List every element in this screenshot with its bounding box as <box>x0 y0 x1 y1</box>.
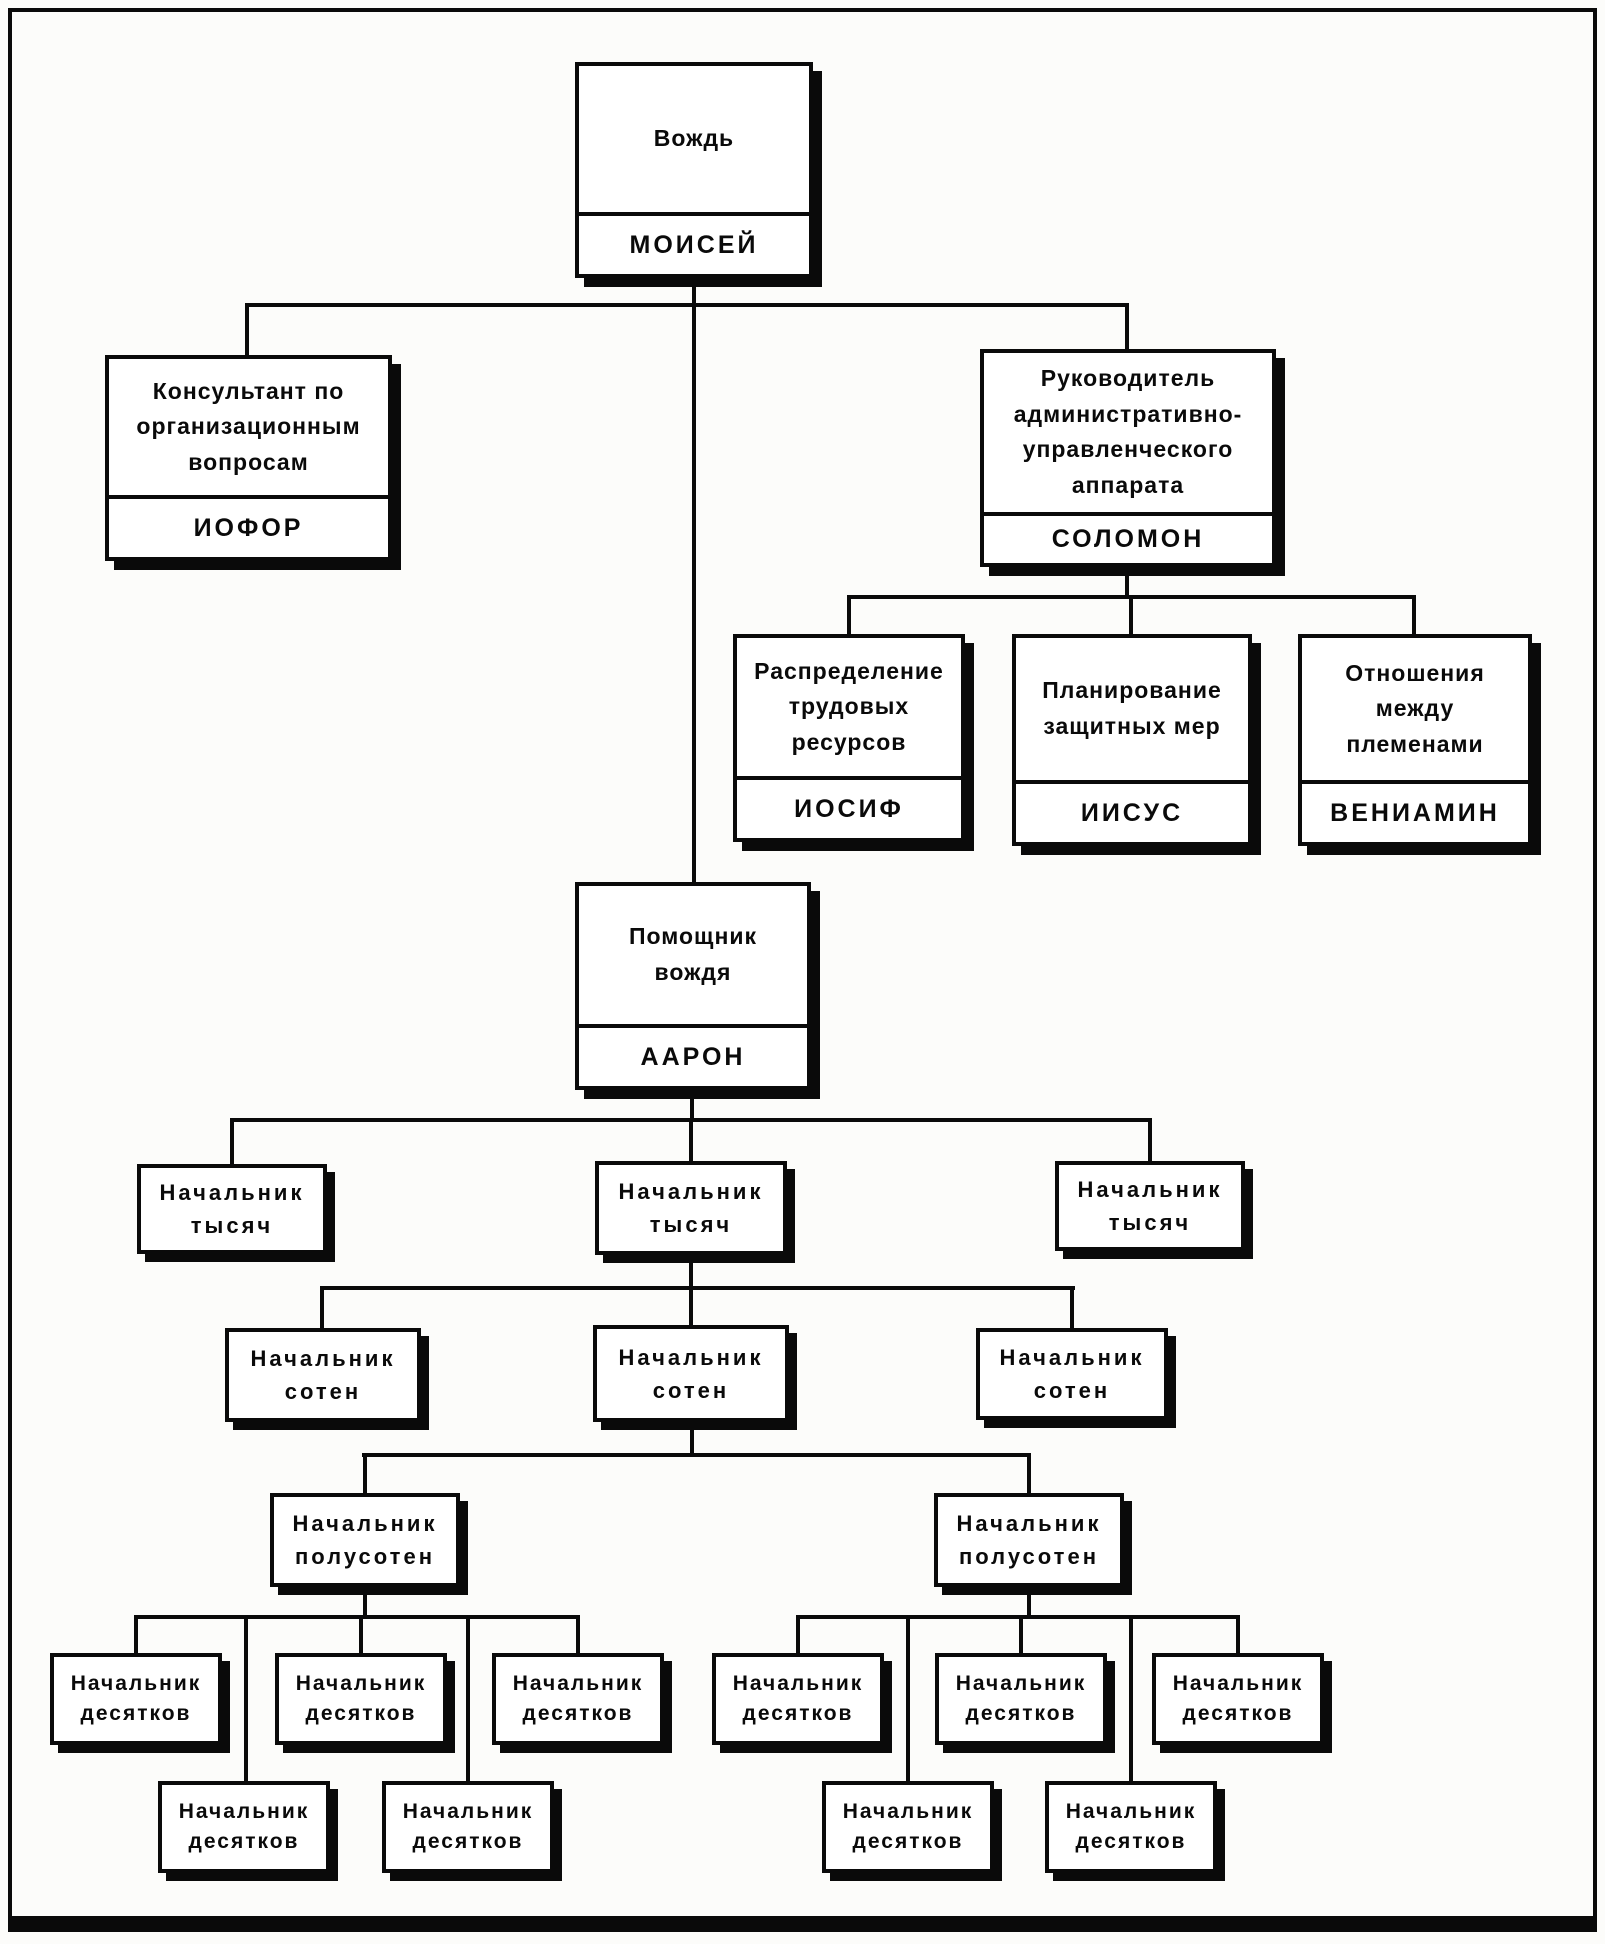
org-node-deputy-chief <box>575 882 811 1090</box>
connector <box>1148 1118 1152 1163</box>
connector <box>363 1453 367 1493</box>
org-node-chief-of-tens-7: Начальник десятков <box>935 1653 1107 1745</box>
connector <box>689 1118 693 1163</box>
org-node-chief-of-thousands-2: Начальник тысяч <box>595 1161 787 1255</box>
name-label: МОИСЕЙ <box>579 212 809 274</box>
role-label: Распределение трудовых ресурсов <box>754 657 944 755</box>
org-node-labor-resources <box>733 634 965 842</box>
role-label: Отношения между племенами <box>1345 659 1485 757</box>
role-label: Руководитель административно-управленческого аппарата <box>1013 365 1243 498</box>
org-node-chief-of-tens-2: Начальник десятков <box>275 1653 447 1745</box>
name-label: ВЕНИАМИН <box>1302 780 1528 842</box>
org-node-defense-planning <box>1012 634 1252 846</box>
connector <box>1027 1453 1031 1493</box>
connector <box>689 1286 693 1325</box>
connector <box>692 278 696 882</box>
connector <box>1236 1615 1240 1653</box>
connector <box>320 1286 324 1328</box>
connector <box>1129 595 1133 636</box>
org-node-chief-of-hundreds-1: Начальник сотен <box>225 1328 421 1422</box>
org-node-chief-of-tens-6: Начальник десятков <box>712 1653 884 1745</box>
connector <box>244 1615 248 1781</box>
org-node-consultant <box>105 355 392 561</box>
org-node-admin-head <box>980 349 1276 567</box>
role-label: Консультант по организационным вопросам <box>136 377 361 475</box>
role-label: Помощник вождя <box>629 923 757 985</box>
connector <box>847 595 851 636</box>
org-node-chief-of-tens-1: Начальник десятков <box>50 1653 222 1745</box>
name-label: ААРОН <box>579 1024 807 1086</box>
connector <box>1412 595 1416 636</box>
connector <box>1129 1615 1133 1781</box>
connector <box>690 1088 694 1122</box>
connector <box>134 1615 138 1653</box>
org-node-chief-of-tens-9: Начальник десятков <box>822 1781 994 1873</box>
org-node-chief-of-tens-3: Начальник десятков <box>492 1653 664 1745</box>
connector <box>362 1453 1031 1457</box>
name-label: ИИСУС <box>1016 780 1248 842</box>
name-label: ИОСИФ <box>737 776 961 838</box>
connector <box>466 1615 470 1781</box>
connector <box>1125 303 1129 351</box>
org-node-chief-of-tens-10: Начальник десятков <box>1045 1781 1217 1873</box>
connector <box>1070 1286 1074 1328</box>
connector <box>690 1418 694 1457</box>
org-node-chief-of-thousands-1: Начальник тысяч <box>137 1164 327 1254</box>
role-label: Вождь <box>653 125 735 152</box>
connector <box>796 1615 1240 1619</box>
connector <box>134 1615 580 1619</box>
org-node-chief-of-fifties-1: Начальник полусотен <box>270 1493 460 1587</box>
org-node-chief-of-tens-5: Начальник десятков <box>382 1781 554 1873</box>
connector <box>1019 1615 1023 1653</box>
org-node-chief-of-thousands-3: Начальник тысяч <box>1055 1161 1245 1251</box>
name-label: ИОФОР <box>109 495 388 557</box>
role-label: Планирование защитных мер <box>1042 677 1222 739</box>
connector <box>1125 565 1129 599</box>
org-node-chief-of-hundreds-3: Начальник сотен <box>976 1328 1168 1420</box>
org-node-chief-of-hundreds-2: Начальник сотен <box>593 1325 789 1422</box>
connector <box>245 303 1129 307</box>
name-label: СОЛОМОН <box>984 512 1272 563</box>
connector <box>245 303 249 357</box>
connector <box>359 1615 363 1653</box>
org-node-chief-of-tens-8: Начальник десятков <box>1152 1653 1324 1745</box>
org-node-chief <box>575 62 813 278</box>
org-node-chief-of-tens-4: Начальник десятков <box>158 1781 330 1873</box>
connector <box>320 1286 1075 1290</box>
connector <box>796 1615 800 1653</box>
connector <box>689 1253 693 1290</box>
org-node-chief-of-fifties-2: Начальник полусотен <box>934 1493 1124 1587</box>
connector <box>1027 1583 1031 1619</box>
connector <box>576 1615 580 1653</box>
connector <box>363 1583 367 1619</box>
connector <box>230 1118 234 1166</box>
connector <box>906 1615 910 1781</box>
org-node-tribal-relations <box>1298 634 1532 846</box>
